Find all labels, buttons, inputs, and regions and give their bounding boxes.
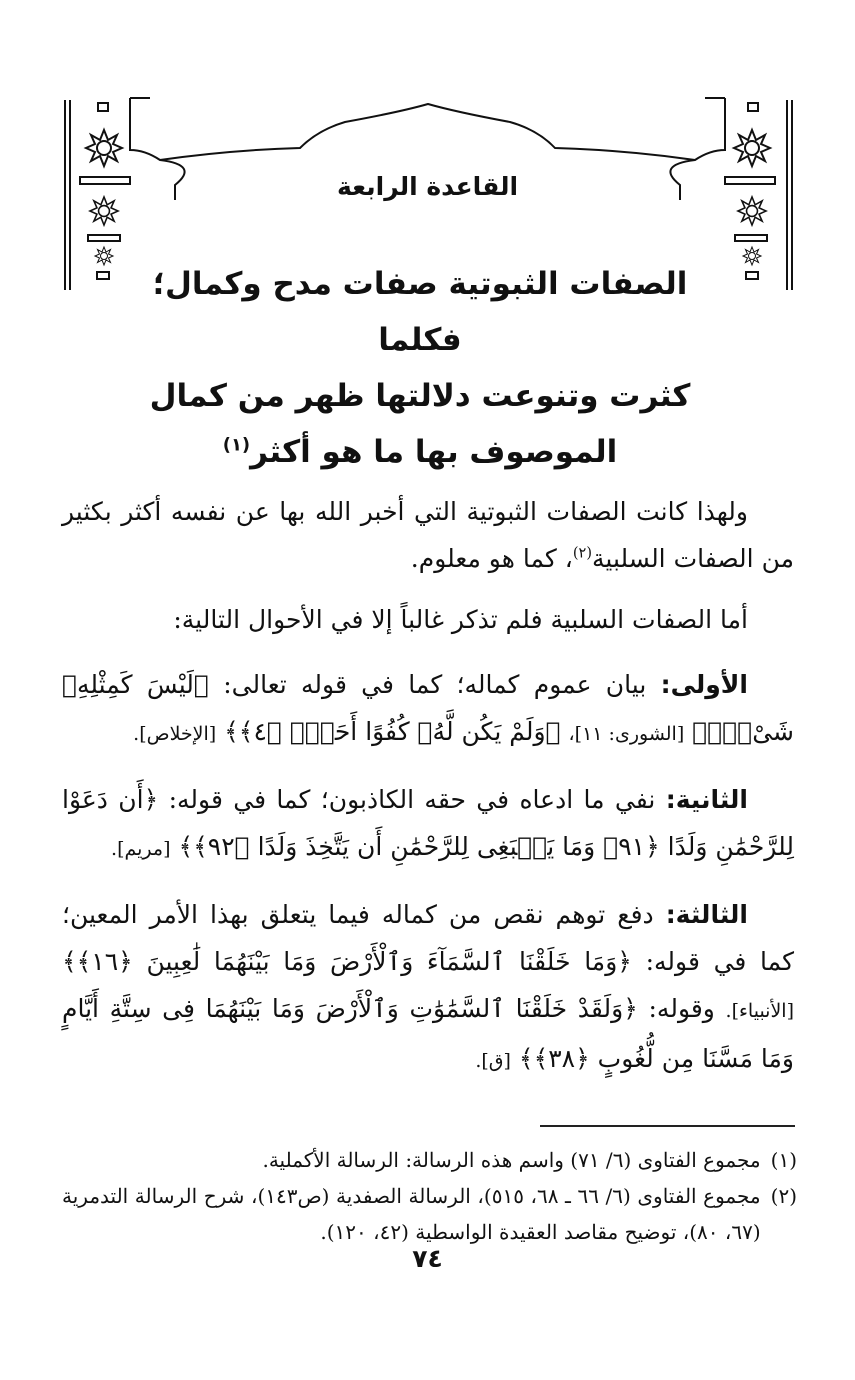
ornamental-header-frame: [0, 0, 855, 300]
paragraph-cases-intro: أما الصفات السلبية فلم تذكر غالباً إلا في الأحوال التالية:: [173, 605, 748, 634]
footnote-ref-2: (٢): [572, 545, 592, 562]
case-1-source-2: [الإخلاص].: [133, 723, 217, 745]
case-3-source-1: [الأنبياء].: [725, 1000, 794, 1022]
footnote-number: (١): [770, 1148, 797, 1172]
rule-line-1: الصفات الثبوتية صفات مدح وكمال؛ فكلما: [152, 266, 688, 358]
paragraph-intro-text: ولهذا كانت الصفات الثبوتية التي أخبر الله بها عن نفسه أكثر بكثير من الصفات السلبية: [62, 497, 794, 573]
case-1-quote-2: ﴿وَلَمْ يَكُن لَّهُۥ كُفُوًا أَحَدٌۢ ﴿٤﴾﴾: [224, 717, 561, 746]
rule-line-2: كثرت وتنوعت دلالتها ظهر من كمال: [149, 378, 691, 414]
case-2-label: الثانية:: [665, 785, 749, 814]
body-text: [62, 488, 794, 1103]
case-3-label: الثالثة:: [665, 900, 748, 929]
chapter-title: القاعدة الرابعة: [336, 172, 519, 201]
case-1-source-1: [الشورى: ١١]،: [568, 723, 685, 745]
case-1-text: بيان عموم كماله؛ كما في قوله تعالى:: [223, 670, 647, 699]
case-3-source-2: [ق].: [475, 1050, 511, 1072]
footnote-text: مجموع الفتاوى (٦/ ٦٦ ـ ٦٨، ٥١٥)، الرسالة الصفدية (ص١٤٣)، شرح الرسالة التدمرية (٦٧، ٨٠)، توضيح مقاصد العقيدة الواسطية (٤٢، ١٢٠).: [62, 1184, 761, 1244]
rule-heading: [120, 256, 720, 480]
footnote-divider: [540, 1125, 795, 1127]
footnote: [62, 1142, 797, 1178]
case-1-quote-1: ﴿لَيْسَ كَمِثْلِهِۦ شَىْءٌۖ﴾: [62, 670, 794, 746]
footnote-text: مجموع الفتاوى (٦/ ٧١) واسم هذه الرسالة: الرسالة الأكملية.: [262, 1148, 761, 1172]
paragraph-intro-tail: ، كما هو معلوم.: [410, 544, 573, 573]
case-1-label: الأولى:: [660, 670, 748, 699]
footnote-ref-1: (١): [222, 434, 251, 456]
case-2-source: [مريم].: [111, 838, 171, 860]
footnote: [62, 1178, 797, 1250]
rule-line-3-text: الموصوف بها ما هو أكثر: [250, 434, 618, 470]
case-3-connector: وقوله:: [648, 994, 715, 1023]
paragraph-case-2: [62, 776, 794, 873]
case-2-quote: ﴿أَن دَعَوْا لِلرَّحْمَٰنِ وَلَدًا ﴿٩١﴾ وَمَا يَنۢبَغِى لِلرَّحْمَٰنِ أَن يَتَّخِذَ وَلَدًا ﴿٩٢﴾﴾: [62, 785, 794, 861]
paragraph-intro: [62, 488, 794, 582]
footnote-number: (٢): [770, 1184, 797, 1208]
rule-line-3: [120, 424, 720, 480]
case-3-quote-1: ﴿وَمَا خَلَقْنَا ٱلسَّمَآءَ وَٱلْأَرْضَ وَمَا بَيْنَهُمَا لَٰعِبِينَ ﴿١٦﴾﴾: [62, 947, 632, 976]
paragraph-case-3: [62, 891, 794, 1085]
page-number: ٧٤: [412, 1244, 443, 1273]
case-3-text: دفع توهم نقص من كماله فيما يتعلق بهذا الأمر المعين؛ كما في قوله:: [62, 900, 794, 976]
case-2-text: نفي ما ادعاه في حقه الكاذبون؛ كما في قوله:: [168, 785, 656, 814]
footnotes: [62, 1142, 797, 1250]
paragraph-case-1: [62, 661, 794, 758]
case-3-quote-2: ﴿وَلَقَدْ خَلَقْنَا ٱلسَّمَٰوَٰتِ وَٱلْأَرْضَ وَمَا بَيْنَهُمَا فِى سِتَّةِ أَيَّامٍ وَمَا مَسَّنَا مِن لُّغُوبٍ ﴿٣٨﴾﴾: [62, 994, 794, 1073]
